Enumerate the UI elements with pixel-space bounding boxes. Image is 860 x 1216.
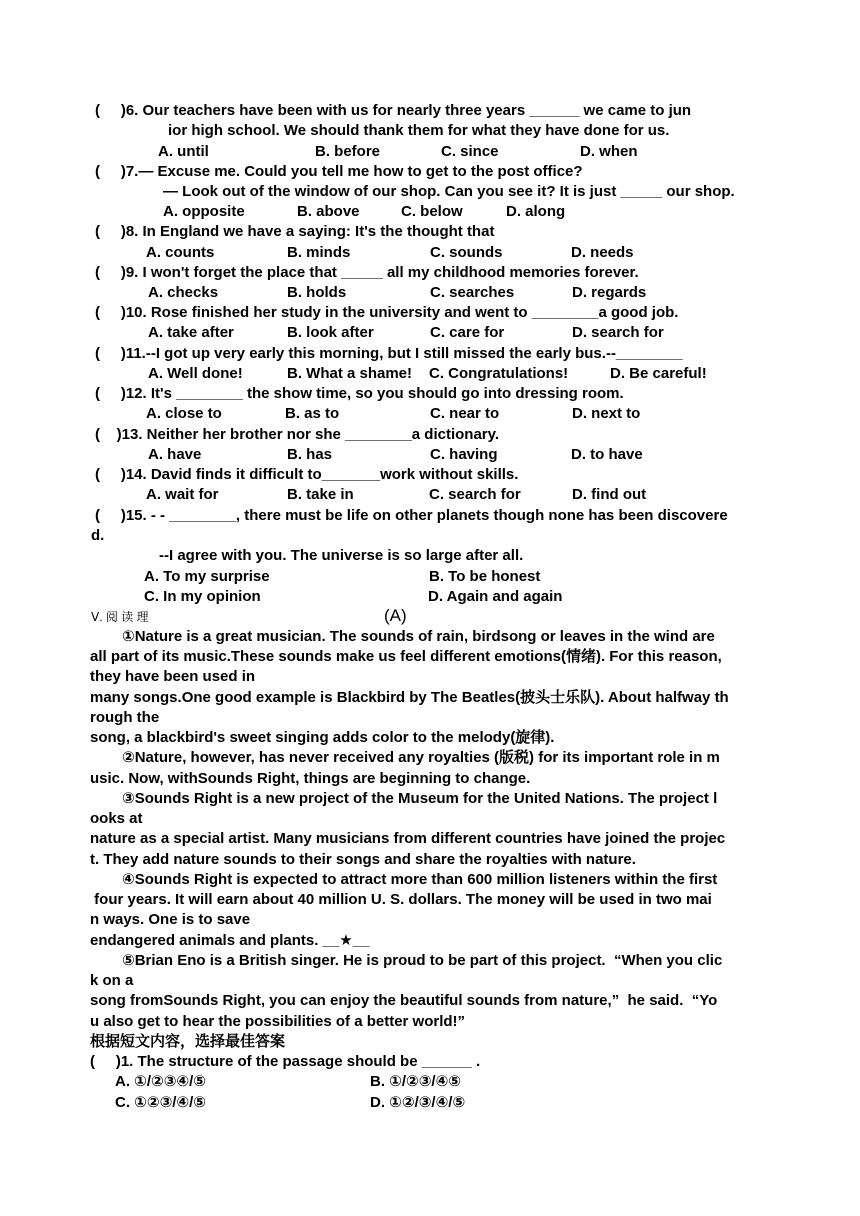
passage-line: song fromSounds Right, you can enjoy the beautiful sounds from nature,” he said. “Yo [90,992,718,1009]
passage-line: ②Nature, however, has never received any royalties (版税) for its important role in m [122,749,720,766]
q10-option-b: B. look after [287,324,374,341]
q6-option-b: B. before [315,143,381,160]
passage-line: usic. Now, withSounds Right, things are beginning to change. [90,770,531,787]
passage-line: rough the [90,709,160,726]
q6-option-a: A. until [158,143,209,160]
question-12-stem: ( )12. It's ________ the show time, so you should go into dressing room. [95,385,624,402]
question-7-stem: ( )7.— Excuse me. Could you tell me how to get to the post office? [95,163,583,180]
q8-option-a: A. counts [146,244,215,261]
q12-option-c: C. near to [430,405,500,422]
q13-option-d: D. to have [571,446,643,463]
section-label: Ⅴ. 阅 读 理 [91,610,149,624]
q14-option-d: D. find out [572,486,647,503]
q9-option-d: D. regards [572,284,647,301]
q6-option-c: C. since [441,143,499,160]
q9-option-c: C. searches [430,284,515,301]
q8-option-d: D. needs [571,244,634,261]
q15-option-c: C. In my opinion [144,588,261,605]
passage-line: many songs.One good example is Blackbird by The Beatles(披头士乐队). About halfway th [90,689,729,706]
question-15-stem-cont: d. [91,527,105,544]
q14-option-a: A. wait for [146,486,219,503]
question-11-stem: ( )11.--I got up very early this morning, but I still missed the early bus.--________ [95,345,683,362]
passage-line: nature as a special artist. Many musicians from different countries have joined the projec [90,830,726,847]
q15-option-d: D. Again and again [428,588,563,605]
q11-option-d: D. Be careful! [610,365,707,382]
q14-option-b: B. take in [287,486,354,503]
q9-option-b: B. holds [287,284,347,301]
question-8-stem: ( )8. In England we have a saying: It's the thought that [95,223,495,240]
q15-option-a: A. To my surprise [144,568,270,585]
passage-line: ⑤Brian Eno is a British singer. He is proud to be part of this project. “When you clic [122,952,723,969]
question-14-stem: ( )14. David finds it difficult to_______work without skills. [95,466,519,483]
passage-title: (A) [384,606,407,625]
q10-option-d: D. search for [572,324,664,341]
q8-option-c: C. sounds [430,244,503,261]
q13-option-a: A. have [148,446,202,463]
q7-option-c: C. below [401,203,463,220]
question-10-stem: ( )10. Rose finished her study in the university and went to ________a good job. [95,304,679,321]
q7-option-b: B. above [297,203,360,220]
question-7-stem-cont: — Look out of the window of our shop. Can you see it? It is just _____ our shop. [163,183,735,200]
rq1-option-b: B. ①/②③/④⑤ [370,1073,462,1090]
q6-option-d: D. when [580,143,638,160]
passage-line: all part of its music.These sounds make us feel different emotions(情绪). For this reason, [90,648,722,665]
question-13-stem: ( )13. Neither her brother nor she ________a dictionary. [95,426,500,443]
q12-option-b: B. as to [285,405,340,422]
passage-line: n ways. One is to save [90,911,251,928]
passage-line: they have been used in [90,668,256,685]
question-15-reply: --I agree with you. The universe is so large after all. [159,547,524,564]
question-15-stem: ( )15. - - ________, there must be life on other planets though none has been discovere [95,507,728,524]
q11-option-c: C. Congratulations! [429,365,569,382]
q11-option-a: A. Well done! [148,365,243,382]
q8-option-b: B. minds [287,244,351,261]
rq1-option-c: C. ①②③/④/⑤ [115,1094,207,1111]
rq1-option-d: D. ①②/③/④/⑤ [370,1094,466,1111]
q11-option-b: B. What a shame! [287,365,413,382]
rq1-option-a: A. ①/②③④/⑤ [115,1073,207,1090]
reading-question-1-stem: ( )1. The structure of the passage should be ______ . [90,1053,481,1070]
passage-line: endangered animals and plants. __★__ [90,932,370,949]
q12-option-a: A. close to [146,405,222,422]
passage-line: song, a blackbird's sweet singing adds color to the melody(旋律). [90,729,555,746]
passage-line: k on a [90,972,134,989]
q14-option-c: C. search for [429,486,521,503]
passage-line: four years. It will earn about 40 million U. S. dollars. The money will be used in two mai [90,891,712,908]
q7-option-a: A. opposite [163,203,245,220]
q13-option-c: C. having [430,446,498,463]
question-6-stem-cont: ior high school. We should thank them for what they have done for us. [168,122,670,139]
reading-instruction: 根据短文内容，选择最佳答案 [90,1033,286,1050]
q10-option-a: A. take after [148,324,234,341]
q9-option-a: A. checks [148,284,219,301]
q7-option-d: D. along [506,203,566,220]
passage-line: t. They add nature sounds to their songs and share the royalties with nature. [90,851,636,868]
q10-option-c: C. care for [430,324,505,341]
passage-line: u also get to hear the possibilities of a better world!” [90,1013,466,1030]
q12-option-d: D. next to [572,405,641,422]
q15-option-b: B. To be honest [429,568,541,585]
passage-line: ③Sounds Right is a new project of the Museum for the United Nations. The project l [122,790,718,807]
passage-line: ooks at [90,810,143,827]
q13-option-b: B. has [287,446,333,463]
passage-line: ①Nature is a great musician. The sounds of rain, birdsong or leaves in the wind are [122,628,715,645]
question-9-stem: ( )9. I won't forget the place that _____ all my childhood memories forever. [95,264,639,281]
question-6-stem: ( )6. Our teachers have been with us for nearly three years ______ we came to jun [95,102,692,119]
passage-line: ④Sounds Right is expected to attract more than 600 million listeners within the first [122,871,718,888]
